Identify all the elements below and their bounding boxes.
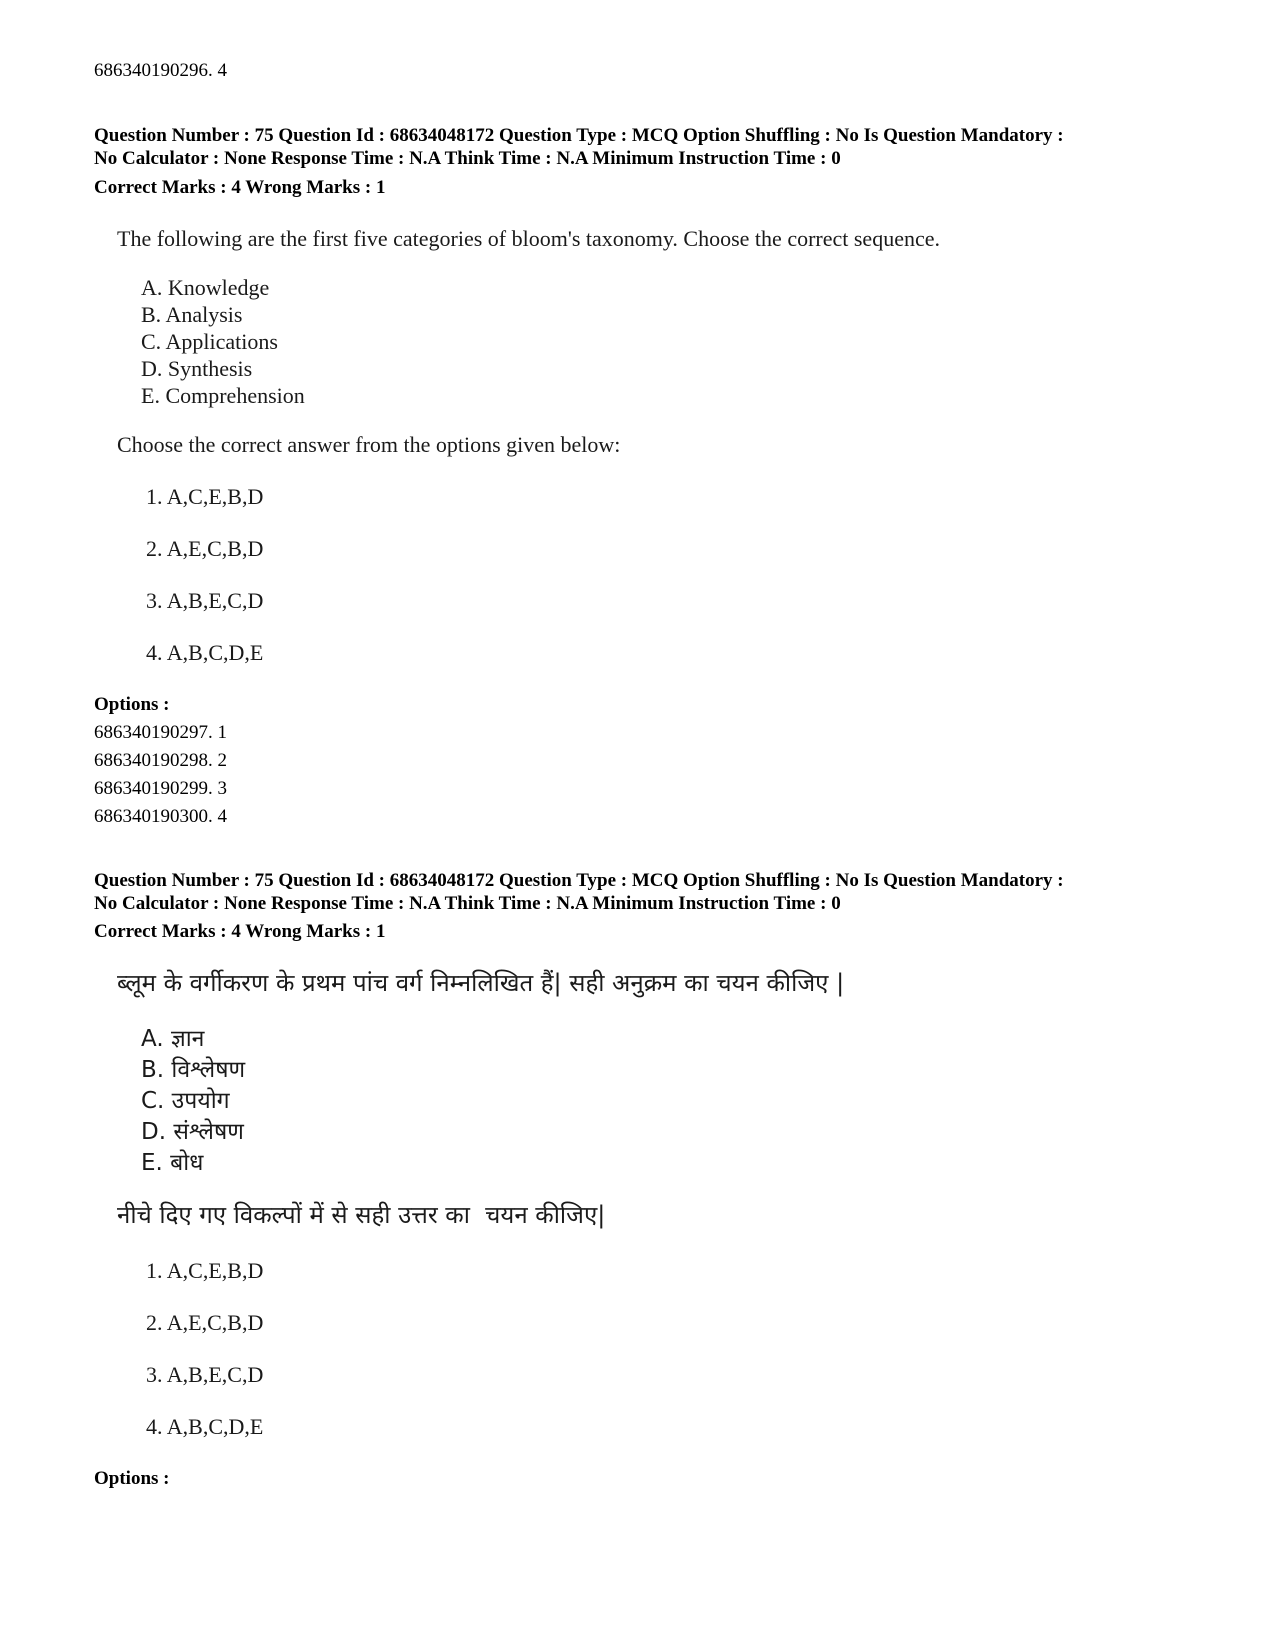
question-item: B. विश्लेषण [141,1057,246,1083]
option-line: 686340190300. 4 [94,806,227,827]
answer-prompt-hindi: नीचे दिए गए विकल्पों में से सही उत्तर का चयन कीजिए| [117,1201,606,1229]
option-line: 686340190298. 2 [94,750,227,771]
question-meta-line-2: No Calculator : None Response Time : N.A Think Time : N.A Minimum Instruction Time : 0 [94,148,841,169]
question-item: C. Applications [141,329,278,354]
question-item: A. Knowledge [141,275,270,300]
answer-choice: 4. A,B,C,D,E [146,1414,264,1439]
question-item: C. उपयोग [141,1088,230,1114]
question-item: D. संश्लेषण [141,1119,244,1145]
option-line: 686340190299. 3 [94,778,227,799]
answer-choice: 3. A,B,E,C,D [146,588,264,613]
answer-prompt: Choose the correct answer from the options given below: [117,432,621,457]
answer-choice: 1. A,C,E,B,D [146,484,264,509]
answer-choice: 3. A,B,E,C,D [146,1362,264,1387]
question-item: A. ज्ञान [141,1026,205,1052]
question-text: The following are the first five categories of bloom's taxonomy. Choose the correct sequence. [117,226,940,251]
answer-choice: 4. A,B,C,D,E [146,640,264,665]
answer-choice: 1. A,C,E,B,D [146,1258,264,1283]
question-item: D. Synthesis [141,356,253,381]
question-text-hindi: ब्लूम के वर्गीकरण के प्रथम पांच वर्ग निम्नलिखित हैं| सही अनुक्रम का चयन कीजिए | [117,969,845,997]
question-meta-line-2: No Calculator : None Response Time : N.A Think Time : N.A Minimum Instruction Time : 0 [94,893,841,914]
answer-choice: 2. A,E,C,B,D [146,1310,264,1335]
previous-option-line: 686340190296. 4 [94,60,227,81]
question-item: B. Analysis [141,302,243,327]
option-line: 686340190297. 1 [94,722,227,743]
question-marks: Correct Marks : 4 Wrong Marks : 1 [94,177,386,198]
answer-choice: 2. A,E,C,B,D [146,536,264,561]
question-item: E. Comprehension [141,383,305,408]
question-meta-line-1: Question Number : 75 Question Id : 68634048172 Question Type : MCQ Option Shuffling : No Is Question Mandatory : [94,870,1064,891]
options-label: Options : [94,694,170,715]
options-label: Options : [94,1468,170,1489]
question-meta-line-1: Question Number : 75 Question Id : 68634048172 Question Type : MCQ Option Shuffling : No Is Question Mandatory : [94,125,1064,146]
question-item: E. बोध [141,1150,204,1176]
question-marks: Correct Marks : 4 Wrong Marks : 1 [94,921,386,942]
